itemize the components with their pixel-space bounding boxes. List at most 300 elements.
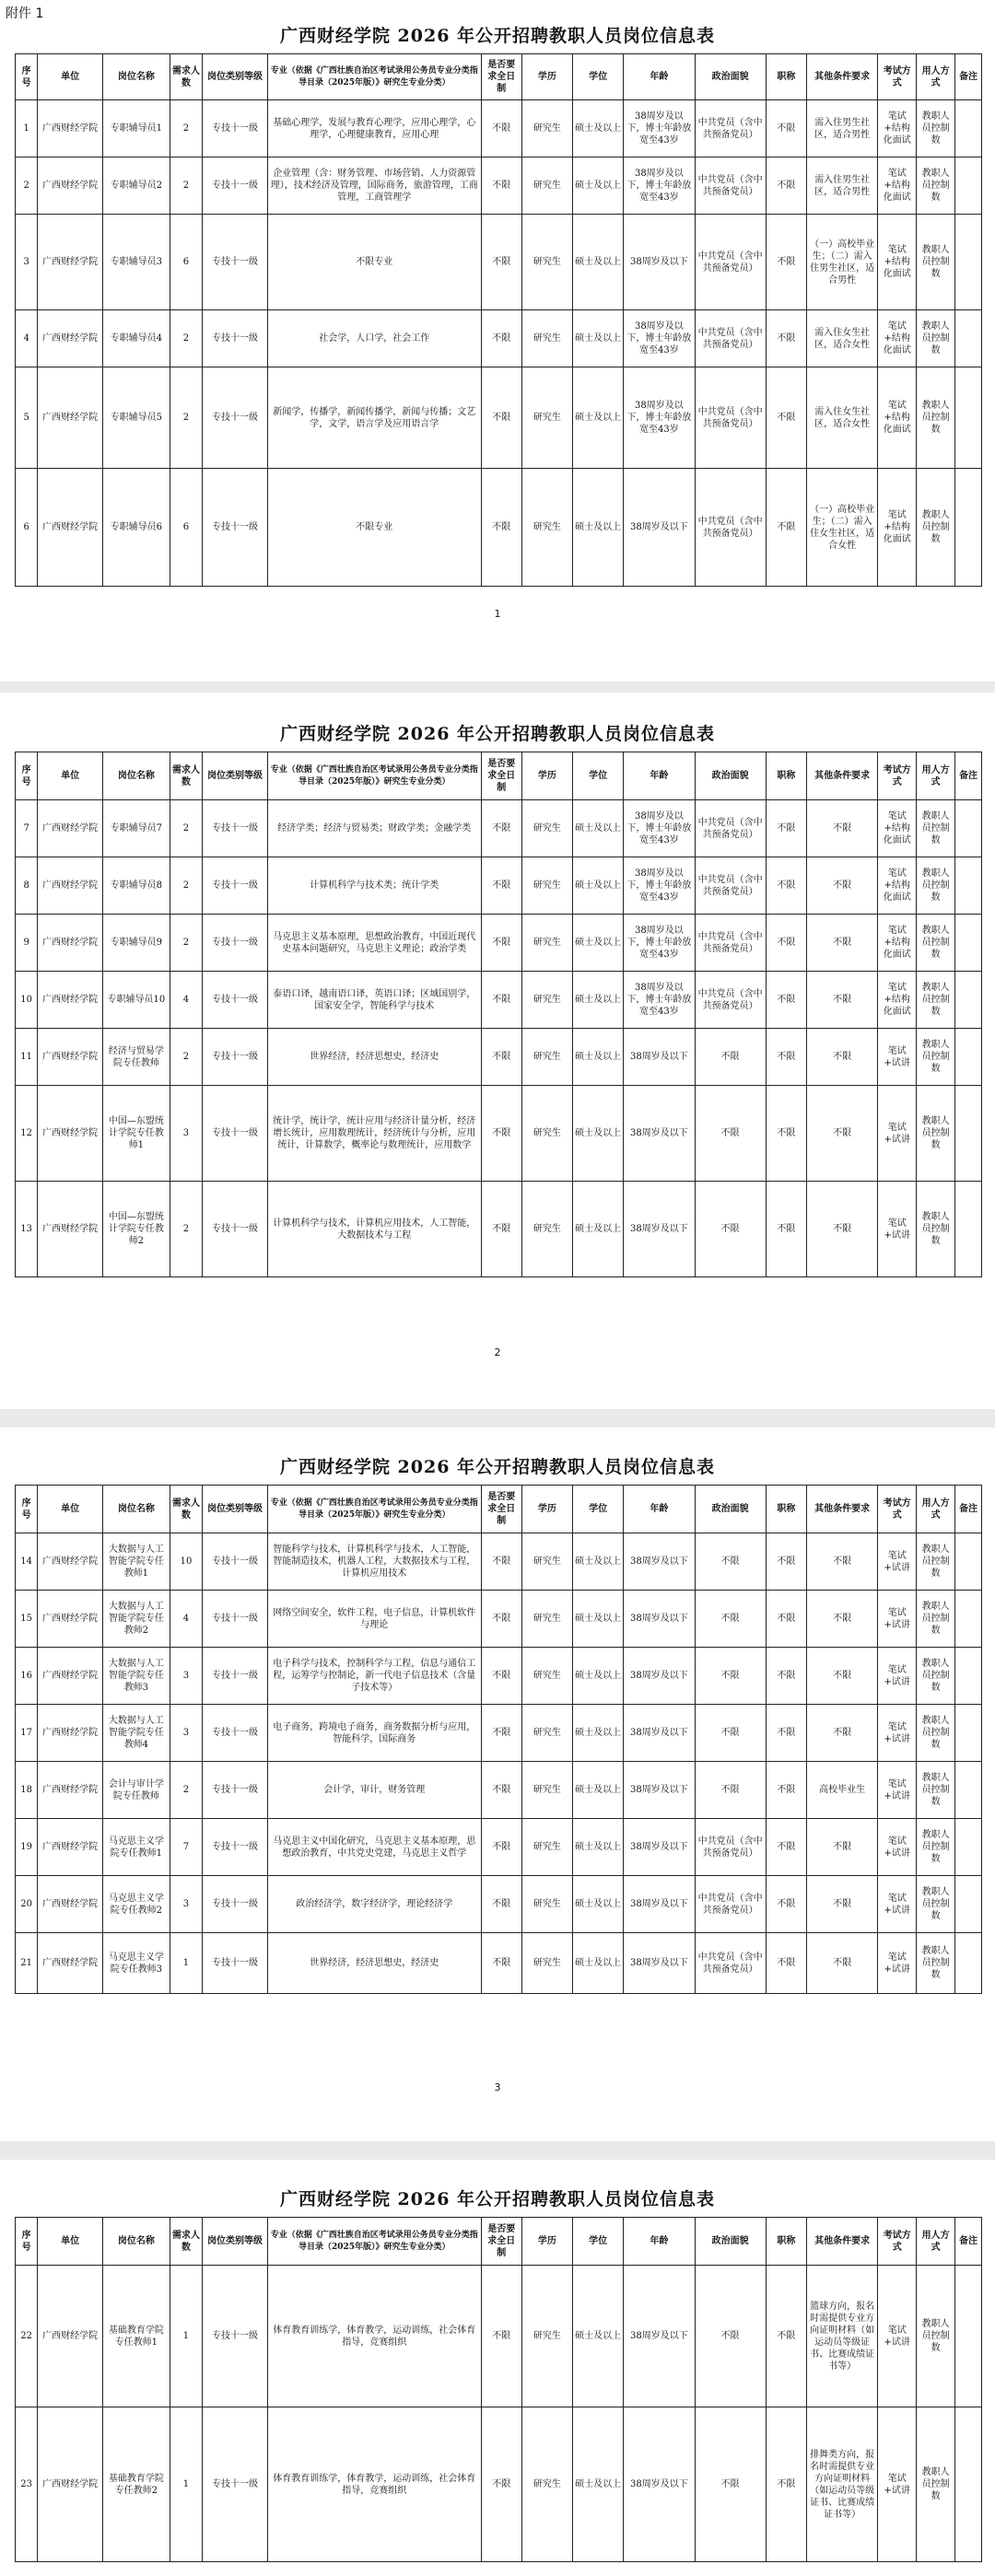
column-header: 考试方式 (878, 54, 917, 100)
table-cell: 广西财经学院 (38, 2407, 103, 2562)
table-cell: 专技十一级 (203, 1819, 268, 1876)
table-cell: 广西财经学院 (38, 100, 103, 157)
table-cell: 20 (16, 1876, 38, 1933)
table-cell: 新闻学，传播学，新闻传播学，新闻与传播；文艺学，文学，语言学及应用语言学 (267, 367, 481, 469)
column-header: 是否要求全日制 (481, 752, 521, 800)
table-cell: 教职人员控制数 (917, 2266, 955, 2407)
table-cell: 排舞类方向，报名时需提供专业方向证明材料（如运动员等级证书、比赛成绩证书等） (806, 2407, 877, 2562)
table-cell: 中共党员（含中共预备党员） (695, 800, 766, 857)
table-cell: 硕士及以上 (573, 157, 624, 215)
table-cell (955, 1029, 982, 1086)
table-cell: 基础教育学院专任教师2 (102, 2407, 170, 2562)
table-cell: 不限 (806, 1819, 877, 1876)
table-cell: 广西财经学院 (38, 1182, 103, 1277)
table-cell: 2 (170, 1029, 202, 1086)
table-cell: 教职人员控制数 (917, 972, 955, 1029)
table-cell: 38周岁及以下 (624, 1086, 695, 1182)
table-cell: 研究生 (521, 800, 572, 857)
table-cell: （一）高校毕业生；（二）需入住女生社区，适合女性 (806, 469, 877, 587)
table-cell: 不限 (481, 1876, 521, 1933)
table-cell: 研究生 (521, 2266, 572, 2407)
column-header: 专业（依据《广西壮族自治区考试录用公务员专业分类指导目录（2025年版）》研究生专业分类） (267, 2218, 481, 2266)
column-header: 岗位名称 (102, 54, 170, 100)
table-cell: 中共党员（含中共预备党员） (695, 1933, 766, 1994)
table-cell: 广西财经学院 (38, 215, 103, 310)
table-cell: 不限 (806, 1933, 877, 1994)
table-cell: 不限 (806, 1648, 877, 1705)
table-cell: 硕士及以上 (573, 1029, 624, 1086)
table-cell: 8 (16, 857, 38, 915)
table-cell: 中共党员（含中共预备党员） (695, 915, 766, 972)
table-cell: 中国—东盟统计学院专任教师2 (102, 1182, 170, 1277)
table-cell: 研究生 (521, 100, 572, 157)
table-row (16, 1182, 982, 1277)
table-cell: 不限 (481, 215, 521, 310)
column-header: 备注 (955, 54, 982, 100)
table-cell: 计算机科学与技术，计算机应用技术，人工智能，大数据技术与工程 (267, 1182, 481, 1277)
table-cell: 硕士及以上 (573, 2266, 624, 2407)
table-cell: 马克思主义中国化研究，马克思主义基本原理，思想政治教育，中共党史党建，马克思主义哲学 (267, 1819, 481, 1876)
table-row (16, 1648, 982, 1705)
table-cell: 研究生 (521, 1086, 572, 1182)
table-row (16, 367, 982, 469)
table-cell: 不限 (481, 857, 521, 915)
table-cell: 研究生 (521, 1705, 572, 1762)
table-cell: 38周岁及以下 (624, 1762, 695, 1819)
table-cell: 2 (170, 367, 202, 469)
table-cell: 需入住女生社区，适合女性 (806, 310, 877, 367)
column-header: 学位 (573, 2218, 624, 2266)
table-row (16, 800, 982, 857)
positions-table (15, 752, 982, 1277)
column-header: 其他条件要求 (806, 1486, 877, 1533)
table-cell: 4 (170, 972, 202, 1029)
table-cell: 大数据与人工智能学院专任教师2 (102, 1591, 170, 1648)
table-cell: 15 (16, 1591, 38, 1648)
table-cell: 硕士及以上 (573, 100, 624, 157)
table-cell: 统计学，统计学，统计应用与经济计量分析，经济增长统计，应用数理统计，经济统计与分析，应用统计，计算数学，概率论与数理统计，应用数学 (267, 1086, 481, 1182)
table-cell: 38周岁及以下 (624, 469, 695, 587)
table-cell: 38周岁及以下 (624, 1029, 695, 1086)
table-cell: 38周岁及以下，博士年龄放宽至43岁 (624, 367, 695, 469)
table-cell: 38周岁及以下，博士年龄放宽至43岁 (624, 100, 695, 157)
column-header: 需求人数 (170, 752, 202, 800)
table-cell: 不限 (806, 1029, 877, 1086)
table-cell: 教职人员控制数 (917, 310, 955, 367)
table-cell: 不限 (481, 1182, 521, 1277)
column-header: 其他条件要求 (806, 54, 877, 100)
column-header: 考试方式 (878, 2218, 917, 2266)
table-cell: 专技十一级 (203, 1591, 268, 1648)
table-cell: 不限 (806, 915, 877, 972)
table-cell: 广西财经学院 (38, 367, 103, 469)
column-header: 学历 (521, 752, 572, 800)
table-cell: 不限 (806, 972, 877, 1029)
table-row (16, 1933, 982, 1994)
table-cell: 不限 (481, 1533, 521, 1591)
table-cell (955, 1876, 982, 1933)
table-cell: 不限 (766, 100, 806, 157)
table-cell: 教职人员控制数 (917, 1029, 955, 1086)
table-cell: 不限 (481, 469, 521, 587)
page-title: 广西财经学院 2026 年公开招聘教职人员岗位信息表 (279, 2189, 716, 2209)
column-header: 政治面貌 (695, 752, 766, 800)
table-cell: 不限 (481, 100, 521, 157)
table-cell: 笔试+试讲 (878, 1591, 917, 1648)
column-header: 用人方式 (917, 54, 955, 100)
table-row (16, 1086, 982, 1182)
table-cell: 篮球方向，报名时需提供专业方向证明材料（如运动员等级证书、比赛成绩证书等） (806, 2266, 877, 2407)
table-cell: 不限 (766, 972, 806, 1029)
table-cell: 专技十一级 (203, 1762, 268, 1819)
table-cell: 4 (170, 1591, 202, 1648)
table-row (16, 1876, 982, 1933)
table-row (16, 915, 982, 972)
table-cell: 7 (170, 1819, 202, 1876)
table-cell: 教职人员控制数 (917, 100, 955, 157)
table-cell: 38周岁及以下 (624, 1933, 695, 1994)
table-page (0, 2160, 995, 2576)
table-cell: 电子商务，跨境电子商务，商务数据分析与应用，智能科学，国际商务 (267, 1705, 481, 1762)
table-cell: 中共党员（含中共预备党员） (695, 1876, 766, 1933)
table-cell: 不限 (766, 800, 806, 857)
table-cell: 专技十一级 (203, 469, 268, 587)
table-cell: 研究生 (521, 1182, 572, 1277)
column-header: 用人方式 (917, 752, 955, 800)
table-cell: 不限 (695, 1086, 766, 1182)
table-cell: 3 (16, 215, 38, 310)
column-header: 岗位名称 (102, 752, 170, 800)
column-header: 是否要求全日制 (481, 1486, 521, 1533)
column-header: 其他条件要求 (806, 752, 877, 800)
table-cell: 3 (170, 1648, 202, 1705)
table-cell: 17 (16, 1705, 38, 1762)
table-cell: 2 (170, 1182, 202, 1277)
page-number: 3 (494, 2081, 501, 2093)
table-cell: 不限 (481, 915, 521, 972)
table-cell: 教职人员控制数 (917, 1933, 955, 1994)
table-cell: 21 (16, 1933, 38, 1994)
table-cell: 不限专业 (267, 469, 481, 587)
table-cell: 专技十一级 (203, 157, 268, 215)
table-cell: 教职人员控制数 (917, 800, 955, 857)
table-cell: 广西财经学院 (38, 1086, 103, 1182)
table-cell: 硕士及以上 (573, 1819, 624, 1876)
column-header: 学历 (521, 1486, 572, 1533)
table-cell: 专技十一级 (203, 1876, 268, 1933)
table-cell: 企业管理（含：财务管理、市场营销、人力资源管理），技术经济及管理，国际商务，旅游管理，工商管理，工商管理学 (267, 157, 481, 215)
table-cell: 基础心理学，发展与教育心理学，应用心理学，心理学，心理健康教育，应用心理 (267, 100, 481, 157)
table-cell (955, 972, 982, 1029)
table-cell: 专技十一级 (203, 2407, 268, 2562)
table-cell: 不限 (481, 972, 521, 1029)
table-cell: 硕士及以上 (573, 1705, 624, 1762)
table-cell: 38周岁及以下 (624, 1648, 695, 1705)
table-cell: 不限 (766, 857, 806, 915)
table-cell: 10 (16, 972, 38, 1029)
table-cell (955, 1705, 982, 1762)
table-cell: 教职人员控制数 (917, 157, 955, 215)
table-cell: 笔试+结构化面试 (878, 215, 917, 310)
table-row (16, 469, 982, 587)
table-cell: 不限 (481, 1819, 521, 1876)
table-cell: 研究生 (521, 157, 572, 215)
table-cell: 硕士及以上 (573, 1086, 624, 1182)
table-row (16, 2407, 982, 2562)
table-cell: 38周岁及以下，博士年龄放宽至43岁 (624, 310, 695, 367)
table-cell: 1 (170, 2407, 202, 2562)
table-cell: 不限 (481, 1762, 521, 1819)
table-cell: 教职人员控制数 (917, 2407, 955, 2562)
table-cell: 6 (170, 469, 202, 587)
table-cell: 38周岁及以下，博士年龄放宽至43岁 (624, 157, 695, 215)
table-cell (955, 310, 982, 367)
table-cell: 不限 (766, 215, 806, 310)
table-cell: 中共党员（含中共预备党员） (695, 310, 766, 367)
table-cell: 广西财经学院 (38, 157, 103, 215)
table-cell: 广西财经学院 (38, 1705, 103, 1762)
table-cell: 笔试+结构化面试 (878, 857, 917, 915)
table-cell: 38周岁及以下 (624, 1876, 695, 1933)
table-cell (955, 2407, 982, 2562)
table-cell: 大数据与人工智能学院专任教师1 (102, 1533, 170, 1591)
table-cell: 社会学，人口学，社会工作 (267, 310, 481, 367)
column-header: 需求人数 (170, 1486, 202, 1533)
table-cell: 不限 (766, 1876, 806, 1933)
table-cell: 广西财经学院 (38, 2266, 103, 2407)
table-cell: 马克思主义基本原理，思想政治教育，中国近现代史基本问题研究，马克思主义理论；政治学类 (267, 915, 481, 972)
table-cell: 教职人员控制数 (917, 857, 955, 915)
table-cell: 硕士及以上 (573, 915, 624, 972)
table-row (16, 2266, 982, 2407)
table-cell: 笔试+结构化面试 (878, 915, 917, 972)
table-cell: 专技十一级 (203, 1533, 268, 1591)
table-cell: 不限 (481, 1648, 521, 1705)
table-cell (955, 469, 982, 587)
table-row (16, 1029, 982, 1086)
table-cell: 广西财经学院 (38, 1876, 103, 1933)
table-cell (955, 857, 982, 915)
table-cell: 会计与审计学院专任教师 (102, 1762, 170, 1819)
table-cell: 研究生 (521, 1648, 572, 1705)
table-cell: 研究生 (521, 469, 572, 587)
page-number: 1 (494, 608, 501, 620)
table-cell: 6 (16, 469, 38, 587)
table-cell: 硕士及以上 (573, 1182, 624, 1277)
table-cell: 18 (16, 1762, 38, 1819)
table-cell: 不限 (806, 800, 877, 857)
table-cell: 广西财经学院 (38, 1648, 103, 1705)
table-cell: 笔试+试讲 (878, 1533, 917, 1591)
column-header: 年龄 (624, 54, 695, 100)
table-cell: 泰语口译，越南语口译，英语口译；区域国别学，国家安全学，智能科学与技术 (267, 972, 481, 1029)
table-cell: 38周岁及以下 (624, 1182, 695, 1277)
table-header-row (16, 1486, 982, 1533)
table-cell: 专职辅导员8 (102, 857, 170, 915)
table-cell: 马克思主义学院专任教师1 (102, 1819, 170, 1876)
table-cell: 不限 (695, 2407, 766, 2562)
table-cell: 不限 (481, 367, 521, 469)
column-header: 政治面貌 (695, 54, 766, 100)
table-cell: 笔试+结构化面试 (878, 469, 917, 587)
table-cell: 3 (170, 1086, 202, 1182)
table-cell: 需入住男生社区，适合男性 (806, 100, 877, 157)
column-header: 序号 (16, 1486, 38, 1533)
table-cell: 广西财经学院 (38, 1762, 103, 1819)
table-cell: 10 (170, 1533, 202, 1591)
table-cell (955, 100, 982, 157)
table-cell: 笔试+试讲 (878, 1762, 917, 1819)
table-cell: 硕士及以上 (573, 367, 624, 469)
table-cell: 不限 (481, 1705, 521, 1762)
table-cell: 专职辅导员4 (102, 310, 170, 367)
table-cell: 不限 (695, 1705, 766, 1762)
table-cell: 广西财经学院 (38, 1819, 103, 1876)
table-cell: 不限 (806, 1705, 877, 1762)
table-cell: 专技十一级 (203, 310, 268, 367)
table-cell: 笔试+试讲 (878, 1819, 917, 1876)
table-cell: 专职辅导员5 (102, 367, 170, 469)
table-cell: 教职人员控制数 (917, 915, 955, 972)
table-cell: 专技十一级 (203, 215, 268, 310)
table-cell: 不限 (766, 469, 806, 587)
table-page (0, 693, 995, 1409)
table-cell: 广西财经学院 (38, 800, 103, 857)
table-cell: 大数据与人工智能学院专任教师4 (102, 1705, 170, 1762)
table-cell: 不限 (766, 367, 806, 469)
column-header: 是否要求全日制 (481, 54, 521, 100)
column-header: 政治面貌 (695, 1486, 766, 1533)
table-cell: 专技十一级 (203, 100, 268, 157)
table-cell (955, 1762, 982, 1819)
table-cell: 广西财经学院 (38, 1933, 103, 1994)
table-cell: 22 (16, 2266, 38, 2407)
table-cell: 硕士及以上 (573, 1933, 624, 1994)
table-cell: 专职辅导员6 (102, 469, 170, 587)
table-cell: 高校毕业生 (806, 1762, 877, 1819)
column-header: 职称 (766, 2218, 806, 2266)
table-cell: 教职人员控制数 (917, 1819, 955, 1876)
table-cell: （一）高校毕业生；（二）需入住男生社区，适合男性 (806, 215, 877, 310)
table-cell: 笔试+试讲 (878, 1182, 917, 1277)
table-cell: 教职人员控制数 (917, 469, 955, 587)
table-cell: 不限 (766, 1705, 806, 1762)
page-title: 广西财经学院 2026 年公开招聘教职人员岗位信息表 (279, 26, 716, 46)
table-cell: 中共党员（含中共预备党员） (695, 157, 766, 215)
table-cell: 硕士及以上 (573, 215, 624, 310)
table-cell: 38周岁及以下，博士年龄放宽至43岁 (624, 857, 695, 915)
table-cell: 笔试+结构化面试 (878, 367, 917, 469)
table-cell: 笔试+结构化面试 (878, 100, 917, 157)
table-cell: 广西财经学院 (38, 915, 103, 972)
column-header: 用人方式 (917, 2218, 955, 2266)
table-cell: 专职辅导员2 (102, 157, 170, 215)
column-header: 学位 (573, 752, 624, 800)
table-cell: 1 (170, 1933, 202, 1994)
table-cell: 广西财经学院 (38, 1591, 103, 1648)
table-cell: 硕士及以上 (573, 1876, 624, 1933)
table-cell: 专技十一级 (203, 367, 268, 469)
table-cell: 不限 (481, 1591, 521, 1648)
column-header: 需求人数 (170, 2218, 202, 2266)
table-cell: 不限 (766, 1591, 806, 1648)
column-header: 政治面貌 (695, 2218, 766, 2266)
table-cell: 2 (170, 1762, 202, 1819)
table-cell: 笔试+结构化面试 (878, 800, 917, 857)
table-cell: 2 (170, 100, 202, 157)
table-cell: 教职人员控制数 (917, 1705, 955, 1762)
table-cell: 研究生 (521, 915, 572, 972)
table-cell: 38周岁及以下 (624, 1819, 695, 1876)
table-cell: 中共党员（含中共预备党员） (695, 367, 766, 469)
table-cell: 38周岁及以下 (624, 215, 695, 310)
column-header: 岗位类别等级 (203, 752, 268, 800)
table-cell: 中共党员（含中共预备党员） (695, 100, 766, 157)
table-header-row (16, 752, 982, 800)
table-cell: 不限 (766, 1819, 806, 1876)
table-cell: 智能科学与技术，计算机科学与技术，人工智能，智能制造技术，机器人工程，大数据技术与工程，计算机应用技术 (267, 1533, 481, 1591)
table-cell: 不限 (766, 1086, 806, 1182)
table-cell: 不限 (766, 2407, 806, 2562)
column-header: 考试方式 (878, 1486, 917, 1533)
table-page (0, 0, 995, 682)
column-header: 单位 (38, 1486, 103, 1533)
page-title: 广西财经学院 2026 年公开招聘教职人员岗位信息表 (279, 1457, 716, 1477)
column-header: 序号 (16, 54, 38, 100)
column-header: 序号 (16, 2218, 38, 2266)
table-cell: 硕士及以上 (573, 469, 624, 587)
table-cell: 38周岁及以下，博士年龄放宽至43岁 (624, 972, 695, 1029)
table-cell: 经济与贸易学院专任教师 (102, 1029, 170, 1086)
table-cell: 研究生 (521, 1533, 572, 1591)
table-cell: 专技十一级 (203, 1086, 268, 1182)
column-header: 岗位类别等级 (203, 54, 268, 100)
table-cell: 世界经济，经济思想史，经济史 (267, 1933, 481, 1994)
table-cell: 需入住男生社区，适合男性 (806, 157, 877, 215)
table-cell: 研究生 (521, 367, 572, 469)
column-header: 专业（依据《广西壮族自治区考试录用公务员专业分类指导目录（2025年版）》研究生专业分类） (267, 752, 481, 800)
table-cell: 2 (16, 157, 38, 215)
table-cell (955, 1591, 982, 1648)
table-cell: 笔试+试讲 (878, 1029, 917, 1086)
table-cell: 教职人员控制数 (917, 367, 955, 469)
table-cell: 会计学，审计，财务管理 (267, 1762, 481, 1819)
column-header: 岗位名称 (102, 2218, 170, 2266)
table-cell: 笔试+试讲 (878, 1705, 917, 1762)
table-cell: 不限 (766, 915, 806, 972)
table-cell: 不限 (766, 1762, 806, 1819)
column-header: 其他条件要求 (806, 2218, 877, 2266)
table-cell: 广西财经学院 (38, 310, 103, 367)
table-cell: 38周岁及以下 (624, 1705, 695, 1762)
table-cell: 研究生 (521, 1762, 572, 1819)
table-cell: 硕士及以上 (573, 1648, 624, 1705)
table-cell: 专技十一级 (203, 972, 268, 1029)
table-cell: 不限 (481, 1086, 521, 1182)
table-cell: 政治经济学，数字经济学，理论经济学 (267, 1876, 481, 1933)
table-cell: 研究生 (521, 1819, 572, 1876)
table-cell: 不限 (481, 1029, 521, 1086)
table-cell: 不限 (806, 1086, 877, 1182)
table-cell: 不限 (481, 310, 521, 367)
table-cell: 中国—东盟统计学院专任教师1 (102, 1086, 170, 1182)
table-cell: 马克思主义学院专任教师3 (102, 1933, 170, 1994)
column-header: 岗位类别等级 (203, 1486, 268, 1533)
column-header: 是否要求全日制 (481, 2218, 521, 2266)
table-cell: 教职人员控制数 (917, 1591, 955, 1648)
table-cell: 教职人员控制数 (917, 1876, 955, 1933)
table-cell: 马克思主义学院专任教师2 (102, 1876, 170, 1933)
